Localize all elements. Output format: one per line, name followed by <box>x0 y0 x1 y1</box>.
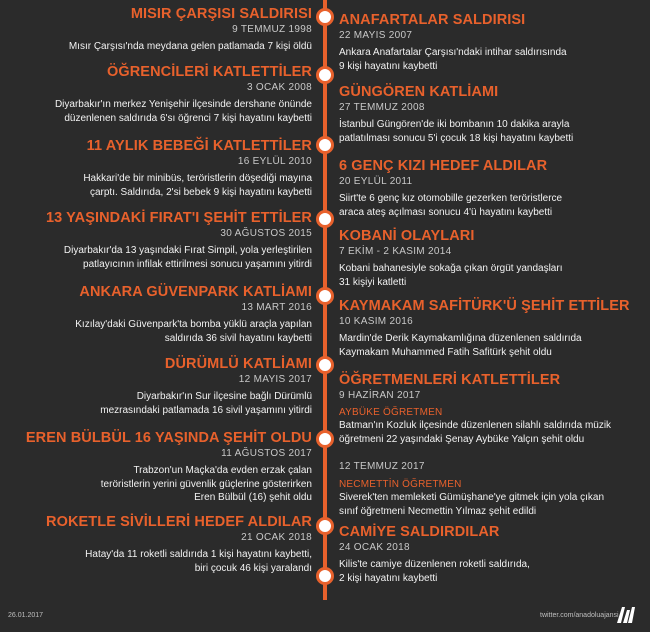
event-misir-carsisi <box>12 6 312 54</box>
event-11-aylik-bebek <box>12 138 312 199</box>
event-ogrencileri <box>12 64 312 125</box>
event-date: 27 TEMMUZ 2008 <box>339 102 425 113</box>
event-description: İstanbul Güngören'de iki bombanın 10 dakika arayla patlatılması sonucu 5'i çocuk 18 kişi hayatını kaybetti <box>339 119 574 144</box>
event-description: Siverek'ten memleketi Gümüşhane'ye gitmek için yola çıkan sınıf öğretmeni Necmettin Yılmaz şehit edildi <box>339 492 605 517</box>
event-date: 12 MAYIS 2017 <box>238 374 312 385</box>
event-description: Kobani bahanesiyle sokağa çıkan örgüt yandaşları 31 kişiyi katletti <box>339 263 563 288</box>
event-title: ÖĞRETMENLERİ KATLETTİLER <box>339 372 561 388</box>
event-description: Siirt'te 6 genç kız otomobille gezerken teröristlerce araca ateş açılması sonucu 4'ü hayatını kaybetti <box>339 193 563 218</box>
event-durumlu <box>12 356 312 417</box>
event-title: EREN BÜLBÜL 16 YAŞINDA ŞEHİT OLDU <box>25 430 312 446</box>
event-title: 11 AYLIK BEBEĞİ KATLETTİLER <box>86 138 312 154</box>
event-description: Hakkari'de bir minibüs, teröristlerin döşediği mayına çarptı. Saldırıda, 2'si bebek 9 kişi hayatını kaybetti <box>83 173 312 198</box>
timeline-dot <box>316 136 334 154</box>
timeline-dot <box>316 66 334 84</box>
event-description: Batman'ın Kozluk ilçesinde düzenlenen silahlı saldırıda müzik öğretmeni 22 yaşındaki Şenay Aybüke Yalçın şehit oldu <box>339 420 612 445</box>
event-title: CAMİYE SALDIRDILAR <box>339 524 500 540</box>
timeline-dot <box>316 430 334 448</box>
event-description: Trabzon'un Maçka'da evden erzak çalan teröristlerin yerini güvenlik güçlerine gösterirken Eren Bülbül (16) şehit oldu <box>100 465 312 503</box>
event-subtitle: NECMETTİN ÖĞRETMEN <box>339 479 462 490</box>
event-eren-bulbul <box>12 430 312 505</box>
event-subtitle: AYBÜKE ÖĞRETMEN <box>339 407 443 418</box>
event-kobani <box>339 228 639 289</box>
aa-logo-icon <box>616 604 638 624</box>
event-hatay-roket <box>12 514 312 575</box>
footer-date: 26.01.2017 <box>8 612 44 619</box>
event-siirt <box>339 158 639 219</box>
event-description: Kilis'te camiye düzenlenen roketli saldırıda, 2 kişi hayatını kaybetti <box>339 559 530 584</box>
event-title: ANAFARTALAR SALDIRISI <box>339 12 526 28</box>
event-title: 6 GENÇ KIZI HEDEF ALDILAR <box>339 158 548 174</box>
event-firat-simpil <box>12 210 312 271</box>
timeline-dot <box>316 287 334 305</box>
event-date: 10 KASIM 2016 <box>339 316 413 327</box>
timeline-dot <box>316 356 334 374</box>
event-date: 12 TEMMUZ 2017 <box>339 461 425 472</box>
event-anafartalar <box>339 12 639 73</box>
event-description: Mardin'de Derik Kaymakamlığına düzenlenen saldırıda Kaymakam Muhammed Fatih Safitürk şehit oldu <box>339 333 582 358</box>
event-date: 13 MART 2016 <box>241 302 312 313</box>
event-date: 16 EYLÜL 2010 <box>237 156 312 167</box>
event-safiturk <box>339 298 639 359</box>
event-title: GÜNGÖREN KATLİAMI <box>339 84 499 100</box>
event-date: 7 EKİM - 2 KASIM 2014 <box>339 246 452 257</box>
event-description: Ankara Anafartalar Çarşısı'ndaki intihar saldırısında 9 kişi hayatını kaybetti <box>339 47 567 72</box>
event-title: MISIR ÇARŞISI SALDIRISI <box>130 6 312 22</box>
event-date: 11 AĞUSTOS 2017 <box>221 448 312 459</box>
event-description: Diyarbakır'da 13 yaşındaki Fırat Simpil, yola yerleştirilen patlayıcının infilak ettirilmesi sonucu yaşamını yitirdi <box>63 245 312 270</box>
event-date: 3 OCAK 2008 <box>246 82 312 93</box>
event-title: ANKARA GÜVENPARK KATLİAMI <box>79 284 312 300</box>
event-description: Kızılay'daki Güvenpark'ta bomba yüklü araçla yapılan saldırıda 36 sivil hayatını kaybetti <box>75 319 312 344</box>
footer-handle: twitter.com/anadoluajansi <box>540 612 619 619</box>
event-description: Mısır Çarşısı'nda meydana gelen patlamada 7 kişi öldü <box>68 41 312 52</box>
event-kilis-camii <box>339 524 639 585</box>
event-title: KOBANİ OLAYLARI <box>339 228 475 244</box>
event-date: 9 HAZİRAN 2017 <box>339 390 421 401</box>
event-date: 9 TEMMUZ 1998 <box>232 24 312 35</box>
timeline-dot <box>316 210 334 228</box>
event-description: Diyarbakır'ın merkez Yenişehir ilçesinde dershane önünde düzenlenen saldırıda 6'sı öğrenci 7 kişi hayatını kaybetti <box>54 99 312 124</box>
event-title: ÖĞRENCİLERİ KATLETTİLER <box>106 64 312 80</box>
event-title: 13 YAŞINDAKİ FIRAT'I ŞEHİT ETTİLER <box>45 210 312 226</box>
timeline-dot <box>316 567 334 585</box>
event-title: DÜRÜMLÜ KATLİAMI <box>164 356 312 372</box>
timeline-dot <box>316 517 334 535</box>
event-gungoren <box>339 84 639 145</box>
event-description: Diyarbakır'ın Sur ilçesine bağlı Dürümlü mezrasındaki patlamada 16 sivil yaşamını yitirdi <box>100 391 312 416</box>
event-date: 22 MAYIS 2007 <box>339 30 413 41</box>
event-date: 21 OCAK 2018 <box>241 532 312 543</box>
event-title: KAYMAKAM SAFİTÜRK'Ü ŞEHİT ETTİLER <box>339 298 630 314</box>
event-date: 24 OCAK 2018 <box>339 542 410 553</box>
event-ogretmenleri <box>339 372 644 518</box>
timeline-dot <box>316 8 334 26</box>
event-guvenpark <box>12 284 312 345</box>
event-title: ROKETLE SİVİLLERİ HEDEF ALDILAR <box>46 514 312 530</box>
event-date: 20 EYLÜL 2011 <box>339 176 413 187</box>
event-date: 30 AĞUSTOS 2015 <box>220 228 312 239</box>
event-description: Hatay'da 11 roketli saldırıda 1 kişi hayatını kaybetti, biri çocuk 46 kişi yaralandı <box>85 549 312 574</box>
